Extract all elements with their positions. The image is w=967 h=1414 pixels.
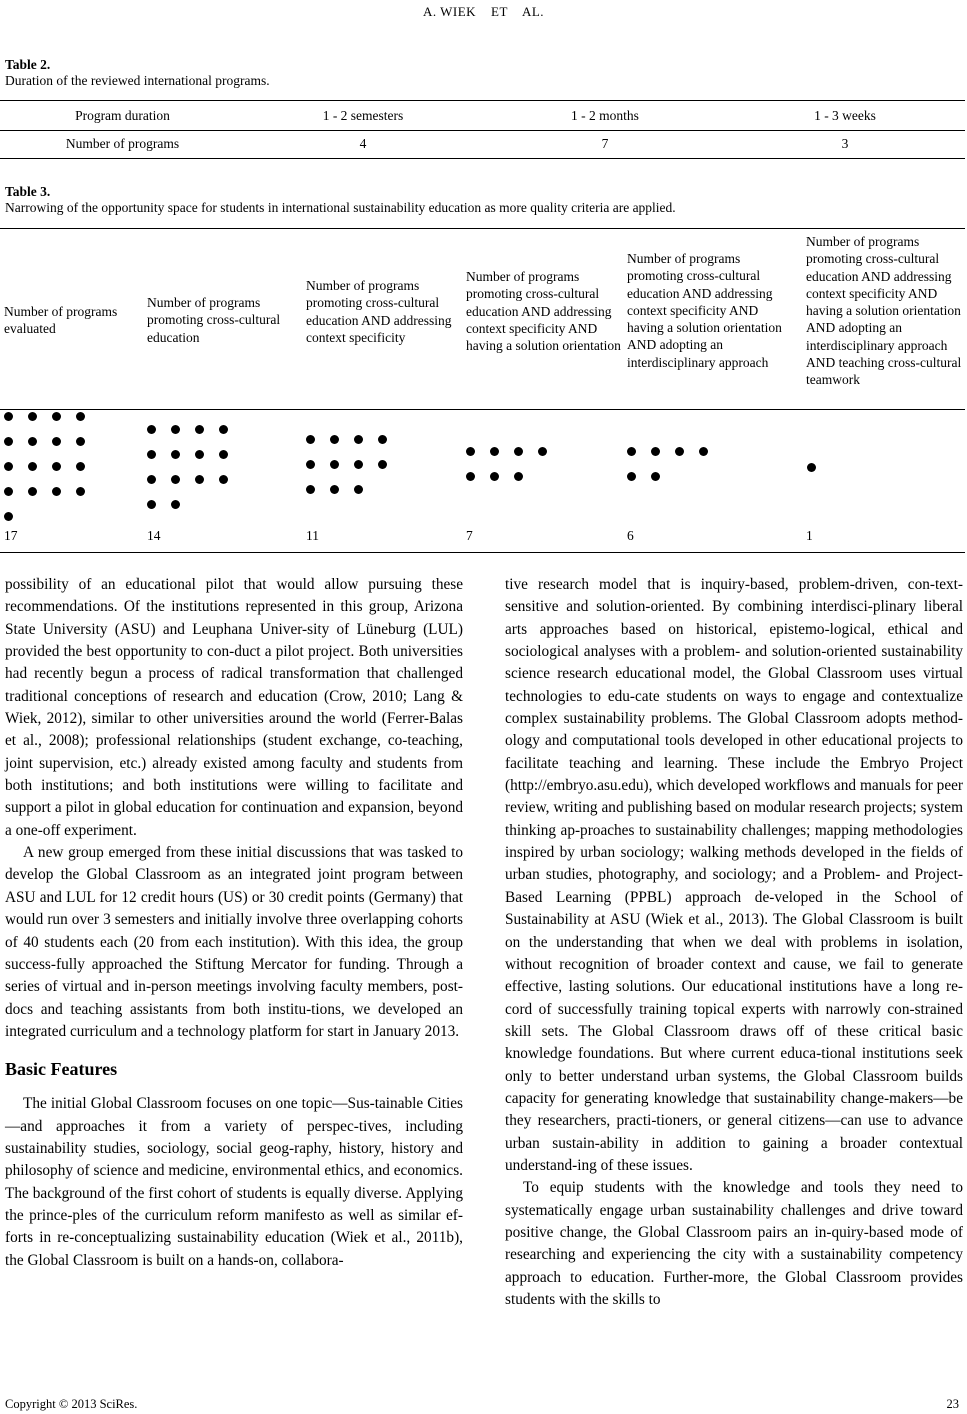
dot	[354, 485, 363, 494]
paragraph: To equip students with the knowledge and tools they need to systematically engage urban sustainability challenges and drive toward positive change, the Global Classroom pairs an in-quiry-based mode of researching and experiencing the city with a sustainability competency approach to education. Further-more, the Global Classroom provides students with the skills to	[505, 1179, 963, 1308]
dot	[147, 500, 156, 509]
table2-top-rule	[0, 100, 965, 101]
right-column	[505, 574, 963, 1311]
dot	[219, 450, 228, 459]
dot	[330, 485, 339, 494]
dot	[219, 425, 228, 434]
table3-top-rule	[0, 228, 965, 229]
dot	[306, 435, 315, 444]
dot	[4, 462, 13, 471]
dot	[330, 460, 339, 469]
table3-header-cell: Number of programs evaluated	[4, 304, 118, 337]
dot	[4, 412, 13, 421]
dot	[171, 425, 180, 434]
dot	[378, 460, 387, 469]
dot	[76, 462, 85, 471]
dot	[651, 472, 660, 481]
paragraph: tive research model that is inquiry-based, problem-driven, con-text-sensitive and solution-oriented. By combining interdisci-plinary liberal arts approaches based on historical, epistemo-logical, ethical and sociological analyses with a problem- and solution-oriented sustainability science research educational model, the Global Classroom uses virtual technologies to edu-cate students on ways to engage and contextualize complex sustainability problems. The Global Classroom adopts method-ology and computational tools developed in other educational projects to facilitate teaching and learning. These include the Embryo Project (http://embryo.asu.edu), which developed workflows and manuals for peer review, writing and publishing based on modular research projects; system thinking ap-proaches to sustainability challenges; mapping methodologies inspired by urban sociology; walking methods developed in the fields of urban studies, photography, and sociology; and a Problem- and Project-Based Learning (PPBL) approach de-veloped in the School of Sustainability at ASU (Wiek et al., 2013). The Global Classroom is built on the understanding that when we deal with problems in isolation, without recognition of broader context and cause, we fail to generate effective, lasting solutions. Our educational institutions have a long re-cord of successfully training topical experts with narrowly con-strained skill sets. The Global Classroom draws off of these critical basic knowledge foundations. But where current educa-tional institutions seek only to better understand urban systems, the Global Classroom builds capacity for generating knowledge that sustainability change-makers—be they researchers, practi-tioners, or general citizens—can use to advance urban sustain-ability in addition to gaining a broader contextual understand-ing of these issues.	[505, 576, 963, 1174]
running-head: A. WIEK ET AL.	[422, 4, 545, 19]
table2-caption-block	[5, 57, 270, 89]
table2-caption: Duration of the reviewed international programs.	[5, 73, 270, 88]
table3-header-cell: Number of programs promoting cross-cultural education AND addressing context specificity AND having a solution orientation AND adopting an interdisciplinary approach	[627, 251, 782, 370]
dot	[52, 462, 61, 471]
dot	[490, 447, 499, 456]
dot	[514, 472, 523, 481]
dot	[4, 437, 13, 446]
table3-header-cell: Number of programs promoting cross-cultural education AND addressing context specificity AND having a solution orientation	[466, 269, 621, 354]
table2-cell: Number of programs	[65, 136, 180, 151]
dot	[28, 487, 37, 496]
table3-count: 11	[306, 528, 319, 543]
dot	[538, 447, 547, 456]
dot	[4, 512, 13, 521]
dot	[76, 412, 85, 421]
table2-cell: 1 - 2 months	[571, 108, 639, 123]
dot	[4, 487, 13, 496]
table3-bottom-rule	[0, 552, 965, 553]
table3-count: 17	[4, 528, 18, 543]
dot	[627, 472, 636, 481]
table3-label: Table 3.	[5, 184, 51, 199]
table3-header-cell: Number of programs promoting cross-cultural education AND addressing context specificity AND having a solution orientation AND adopting an interdisciplinary approach AND teaching cross-cultural teamwork	[806, 234, 962, 388]
table2-mid-rule	[0, 130, 965, 131]
dot	[330, 435, 339, 444]
dot	[28, 437, 37, 446]
dot	[28, 412, 37, 421]
dot	[76, 437, 85, 446]
paragraph: The initial Global Classroom focuses on one topic—Sus-tainable Cities—and approaches it from a variety of perspec-tives, including sustainability studies, sociology, social geog-raphy, history, history and philosophy of science and medicine, environmental ethics, and economics. The background of the first cohort of students is equally diverse. Applying the prince-ples of the curriculum reform manifesto as well as similar ef-forts in re-conceptualizing sustainability education (Wiek et al., 2011b), the Global Classroom is built on a hands-on, collabora-	[5, 1095, 463, 1269]
dot	[147, 450, 156, 459]
dot	[76, 487, 85, 496]
dot	[52, 412, 61, 421]
dot	[466, 472, 475, 481]
table3-count: 14	[147, 528, 161, 543]
dot	[195, 425, 204, 434]
footer-copyright: Copyright © 2013 SciRes.	[5, 1397, 138, 1411]
table2-label: Table 2.	[5, 57, 51, 72]
dot	[171, 450, 180, 459]
table2-cell: 4	[359, 136, 367, 151]
table2-cell: 1 - 2 semesters	[322, 108, 404, 123]
dot	[219, 475, 228, 484]
dot	[147, 475, 156, 484]
dot	[651, 447, 660, 456]
section-heading: Basic Features	[5, 1059, 118, 1080]
dot	[490, 472, 499, 481]
table3-header-cell: Number of programs promoting cross-cultural education	[147, 295, 281, 345]
dot	[195, 450, 204, 459]
dot	[354, 460, 363, 469]
dot	[306, 460, 315, 469]
table3-header-cell: Number of programs promoting cross-cultural education AND addressing context specificity	[306, 278, 452, 345]
table3-caption-block	[5, 184, 676, 216]
dot	[675, 447, 684, 456]
dot	[52, 487, 61, 496]
table3-count: 7	[466, 528, 473, 543]
dot	[195, 475, 204, 484]
table2-cell: 3	[841, 136, 849, 151]
dot	[171, 500, 180, 509]
table3-count: 6	[627, 528, 634, 543]
left-column	[5, 574, 463, 1272]
paragraph: A new group emerged from these initial discussions that was tasked to develop the Global Classroom as an integrated joint program between ASU and LUL for 12 credit hours (US) or 30 credit points (Germany) that would run over 3 semesters and initially involve three overlapping cohorts of 40 students each (20 from each institution). With this idea, the group success-fully approached the Stiftung Mercator for funding. Through a series of virtual and in-person meetings involving faculty members, post-docs and teaching assistants from both institu-tions, we developed an integrated curriculum and a technology platform for start in January 2013.	[5, 844, 463, 1040]
page-number: 23	[946, 1397, 959, 1411]
dot	[52, 437, 61, 446]
dot	[627, 447, 636, 456]
dot	[378, 435, 387, 444]
dot	[354, 435, 363, 444]
table2-cell: 1 - 3 weeks	[814, 108, 876, 123]
table2-bottom-rule	[0, 158, 965, 159]
dot	[514, 447, 523, 456]
dot	[28, 462, 37, 471]
dot	[171, 475, 180, 484]
dot	[466, 447, 475, 456]
dot	[306, 485, 315, 494]
table2-cell: 7	[601, 136, 609, 151]
dot	[147, 425, 156, 434]
table2-cell: Program duration	[75, 108, 170, 123]
table3-count: 1	[806, 528, 813, 543]
dot	[699, 447, 708, 456]
table3-mid-rule	[0, 409, 965, 410]
paragraph: possibility of an educational pilot that would allow pursuing these recommendations. Of the institutions represented in this group, Arizona State University (ASU) and Leuphana Univer-sity of Lüneburg (LUL) provided the best opportunity to con-duct a pilot project. Both universities had recently begun a process of radical transformation that challenged traditional conceptions of research and education (Crow, 2010; Lang & Wiek, 2012), similar to other universities around the world (Ferrer-Balas et al., 2008); professional relationships (student exchange, co-teaching, joint supervision, etc.) already existed among faculty and students from both institutions; and both institutions were willing to facilitate and support a pilot in global education for continuation and expansion, beyond a one-off experiment.	[5, 576, 463, 839]
dot	[807, 463, 816, 472]
table3-caption: Narrowing of the opportunity space for students in international sustainability education as more quality criteria are applied.	[5, 200, 676, 215]
